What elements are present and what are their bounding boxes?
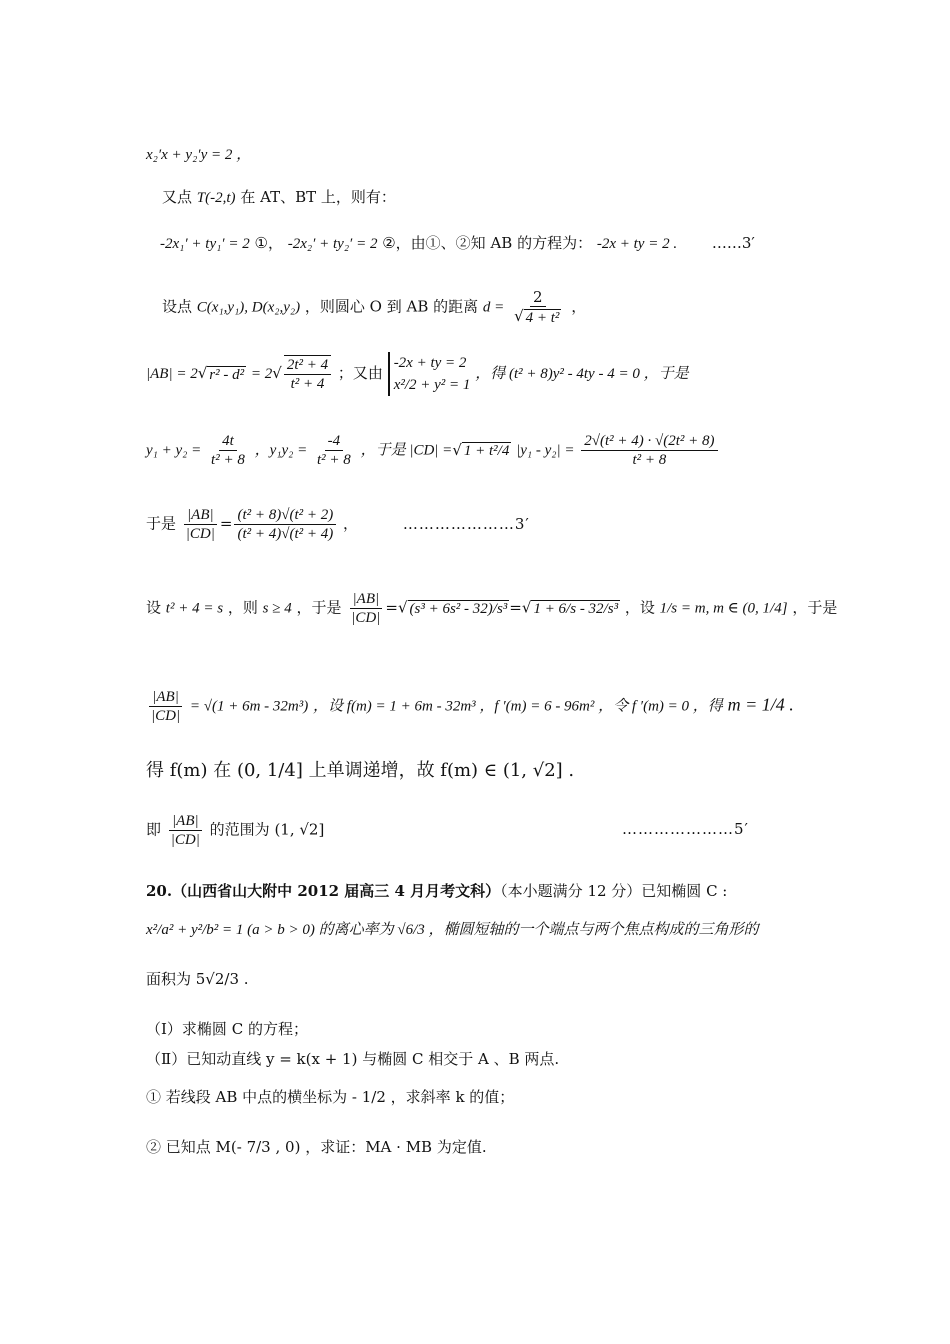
equation: |y₁ - y₂| = <box>516 442 575 459</box>
text-segment: 的范围为 (1, √2] <box>209 820 325 839</box>
denominator: |CD| <box>185 526 215 542</box>
denominator: √ 4 + t² <box>514 307 560 326</box>
text-line-8: 设 t² + 4 = s ，则 s ≥ 4 ，于是 $\frac{|AB|}{|CD|}$ =√ (s³ + 6s² - 32)/s³ =√ 1 + 6/s - 32/s³ ，设 1/s = m, m ∈ (0, 1/4] ，于是 <box>146 591 838 626</box>
score-mark: …………………5′ <box>622 820 749 838</box>
text-segment: ，于是 <box>792 598 838 617</box>
score-mark: ……3′ <box>711 234 755 252</box>
question-20-line-2: x²/a² + y²/b² = 1 (a > b > 0) 的离心率为 √6/3 ，椭圆短轴的一个端点与两个焦点构成的三角形的 <box>146 922 759 938</box>
numerator: |AB| <box>350 590 383 609</box>
equation: y₁ + y₂ = <box>146 442 202 459</box>
text-segment: ，则圆心 O 到 AB 的距离 <box>304 297 479 316</box>
text-line-4 <box>162 288 586 327</box>
text-segment: 又点 <box>162 188 193 206</box>
question-20-line-3: 面积为 5√2/3 . <box>146 970 249 988</box>
numerator: |AB| <box>169 812 202 831</box>
numerator: 2√(t² + 4) · √(2t² + 8) <box>581 432 717 451</box>
equation: ，于是 |CD| = <box>360 442 453 459</box>
text-segment: （本小题满分 12 分）已知椭圆 C : <box>500 882 728 900</box>
text-segment: ，于是 <box>296 598 342 617</box>
fraction <box>148 688 183 725</box>
equation: ，y₁y₂ = <box>254 442 308 459</box>
score-mark: …………………3′ <box>402 514 530 533</box>
text-line-11 <box>146 812 749 849</box>
text-segment: 即 <box>146 820 162 839</box>
equation-system <box>388 352 471 396</box>
fraction <box>234 506 336 543</box>
fraction <box>168 812 203 849</box>
text-segment: ， <box>343 514 359 533</box>
question-20-part-2: （Ⅱ）已知动直线 y = k(x + 1) 与椭圆 C 相交于 A 、B 两点. <box>146 1050 560 1068</box>
equation: -2x + ty = 2 . <box>596 236 678 252</box>
equation: -2x₂′ + ty₂′ = 2 <box>287 236 378 252</box>
points-cd: C(x₁,y₁), D(x₂,y₂) <box>196 299 301 316</box>
text-line-2 <box>162 186 396 207</box>
numerator: -4 <box>325 432 344 451</box>
fraction <box>183 506 218 543</box>
text-segment: 设点 <box>162 297 193 316</box>
denominator: t² + 8 <box>317 452 351 468</box>
distance-d: d = <box>482 299 505 316</box>
numerator: 2t² + 4 <box>284 356 331 375</box>
question-20-sub-2: ② 已知点 M(- 7/3 , 0) ，求证：MA · MB 为定值. <box>146 1138 487 1156</box>
text-segment: ，设 <box>624 598 655 617</box>
equation: s ≥ 4 <box>262 600 292 617</box>
denominator: |CD| <box>170 832 200 848</box>
text-segment: 于是 <box>146 514 177 533</box>
equation: = 2 <box>250 366 273 382</box>
equation: |AB| = 2 <box>146 366 198 382</box>
question-20-part-1: （Ⅰ）求椭圆 C 的方程； <box>146 1020 308 1038</box>
equation: 1/s = m, m ∈ (0, 1/4] <box>659 600 788 617</box>
equals: = <box>219 514 233 533</box>
text-segment: ，得 (t² + 8)y² - 4ty - 4 = 0 ，于是 <box>475 366 689 382</box>
text-line-3 <box>160 232 755 253</box>
fraction <box>348 590 383 627</box>
fraction <box>581 432 717 469</box>
text-line-5: |AB| = 2√ r² - d² = 2√ $\frac{\text{2t² + 4}}{\text{t² + 4}}$ ；又由 -2x + ty = 2 x²/2 + y² = 1 ，得 (t² + 8)y² - 4ty - 4 = 0 ，于是 <box>146 352 689 396</box>
denominator: t² + 4 <box>290 376 325 392</box>
system-eq-1: -2x + ty = 2 <box>393 355 467 371</box>
text-segment: ，设 f(m) = 1 + 6m - 32m³ ，f ′(m) = 6 - 96m² ，令 f ′(m) = 0 ，得 <box>313 698 723 715</box>
text-segment: ， <box>571 297 587 316</box>
denominator: |CD| <box>151 708 181 724</box>
radicand: (s³ + 6s² - 32)/s³ <box>409 601 508 617</box>
numerator: |AB| <box>149 688 182 707</box>
denominator: (t² + 4)√(t² + 4) <box>237 526 334 542</box>
equation: m = 1/4 . <box>727 694 794 715</box>
numerator: |AB| <box>184 506 217 525</box>
text-segment: ②，由①、②知 AB 的方程为： <box>382 234 593 252</box>
text-segment: 在 AT、BT 上，则有 <box>240 188 381 206</box>
text-segment: 得 f(m) 在 (0, 1/4] 上单调递增，故 f(m) ∈ (1, √2] . <box>146 760 575 781</box>
equation: t² + 4 = s <box>165 600 224 617</box>
point-t: T(-2,t) <box>196 190 236 206</box>
text-segment: ： <box>380 188 396 206</box>
text-segment: ，则 <box>227 598 258 617</box>
text-line-6: y₁ + y₂ = $\frac{4t}{\text{t² + 8}}$ ，y₁y₂ = $\frac{-4}{\text{t² + 8}}$ ，于是 |CD| =√ 1 + t²/4 |y₁ - y₂| = $\frac{\text{2√(t² + 4) · √(2t² + 8)}}{\text{t² + 8}}$ <box>146 432 720 469</box>
denominator: t² + 8 <box>632 452 667 468</box>
fraction <box>511 288 564 327</box>
numerator: 2 <box>530 288 546 307</box>
system-eq-2: x²/2 + y² = 1 <box>393 377 471 393</box>
text-segment: ；又由 <box>337 364 383 382</box>
denominator: |CD| <box>351 610 381 626</box>
question-source: 20.（山西省山大附中 2012 届高三 4 月月考文科） <box>146 882 501 900</box>
question-20-sub-1: ① 若线段 AB 中点的横坐标为 - 1/2 ，求斜率 k 的值； <box>146 1088 515 1106</box>
numerator: (t² + 8)√(t² + 2) <box>234 506 336 525</box>
denominator: t² + 8 <box>211 452 245 468</box>
text-line-10 <box>146 756 574 782</box>
fraction <box>314 432 354 469</box>
text-line-9 <box>146 688 794 725</box>
text-segment: 设 <box>146 598 162 617</box>
equation: = √(1 + 6m - 32m³) <box>189 698 309 715</box>
fraction <box>208 432 248 469</box>
equation: -2x₁′ + ty₁′ = 2 <box>160 236 250 252</box>
fraction <box>284 355 331 393</box>
numerator: 4t <box>219 432 237 451</box>
question-20-header <box>146 880 727 901</box>
radicand: 1 + 6/s - 32/s³ <box>533 601 619 617</box>
text-line-7 <box>146 506 530 543</box>
equation-line-1: x₂′x + y₂′y = 2 ， <box>146 147 252 163</box>
circle-1: ①， <box>254 234 283 252</box>
